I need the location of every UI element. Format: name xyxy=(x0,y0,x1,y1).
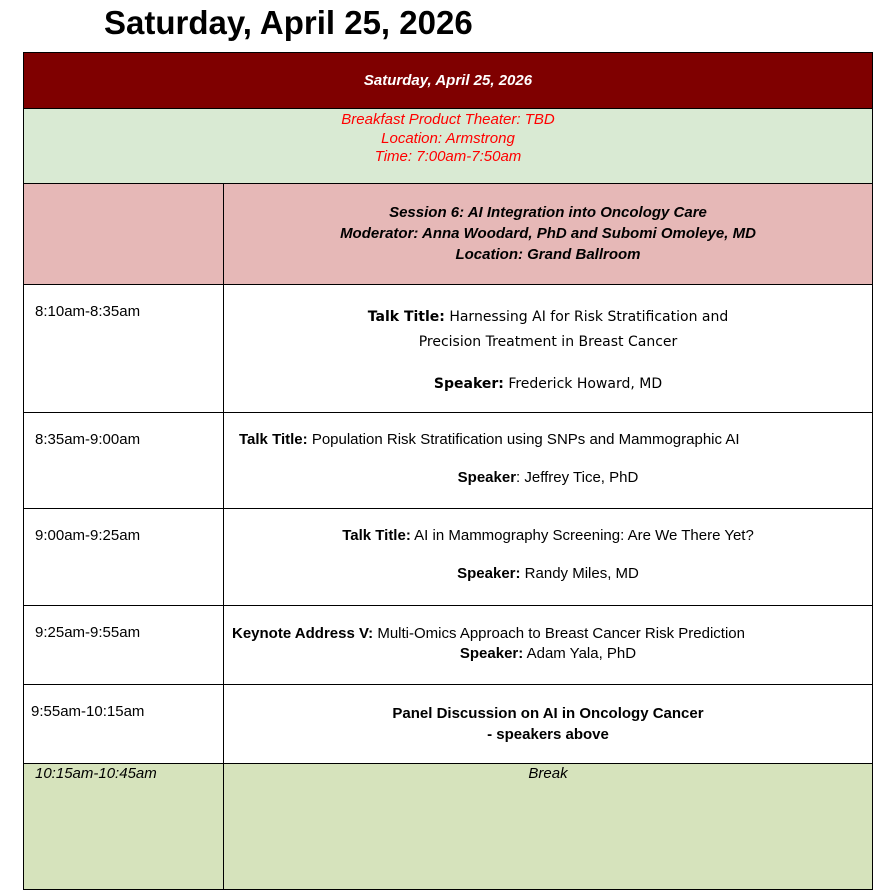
panel-info-cell xyxy=(224,685,872,763)
session-location: Location: Grand Ballroom xyxy=(455,246,641,263)
talk-info-cell xyxy=(224,413,872,508)
breakfast-cell xyxy=(24,109,872,183)
table-row xyxy=(24,412,872,508)
time-slot xyxy=(24,509,224,605)
talk-title: Population Risk Stratification using SNPs and Mammographic AI xyxy=(311,431,740,448)
talk-info-cell xyxy=(224,606,872,684)
breakfast-row xyxy=(24,108,872,183)
speaker-label: Speaker xyxy=(457,469,517,486)
time-label: 8:10am-8:35am xyxy=(35,303,141,320)
speaker-name: Randy Miles, MD xyxy=(524,565,639,582)
time-slot xyxy=(24,285,224,412)
page-title: Saturday, April 25, 2026 xyxy=(104,4,473,41)
session-title: Session 6: AI Integration into Oncology Care xyxy=(389,204,707,221)
talk-title: Harnessing AI for Risk Stratification and xyxy=(449,309,729,325)
speaker-name: Frederick Howard, MD xyxy=(508,376,663,392)
time-slot xyxy=(24,413,224,508)
speaker-name: Adam Yala, PhD xyxy=(526,645,637,662)
session-time-cell xyxy=(24,184,224,284)
talk-title-label: Talk Title: xyxy=(342,527,411,544)
time-slot xyxy=(24,764,224,889)
table-row xyxy=(24,605,872,684)
time-label: 10:15am-10:45am xyxy=(35,765,157,782)
talk-speaker-line xyxy=(224,644,872,664)
speaker-label: Speaker: xyxy=(433,376,504,392)
talk-info-cell xyxy=(224,509,872,605)
time-label: 9:55am-10:15am xyxy=(31,703,145,720)
talk-speaker-line xyxy=(224,565,872,582)
panel-title: Panel Discussion on AI in Oncology Cancer xyxy=(392,705,704,722)
speaker-name: : Jeffrey Tice, PhD xyxy=(516,469,639,486)
speaker-label: Speaker: xyxy=(459,645,524,662)
break-cell xyxy=(224,764,872,889)
breakfast-location: Location: Armstrong xyxy=(381,129,515,147)
talk-title-line xyxy=(224,624,872,644)
talk-speaker-line xyxy=(224,469,872,486)
talk-title: Multi-Omics Approach to Breast Cancer Risk Prediction xyxy=(377,625,745,642)
session-row xyxy=(24,183,872,284)
talk-title-line-1 xyxy=(224,305,872,330)
talk-speaker-line xyxy=(224,372,872,397)
time-slot xyxy=(24,685,224,763)
talk-title: AI in Mammography Screening: Are We There Yet? xyxy=(414,527,754,544)
talk-title-label: Talk Title: xyxy=(367,309,445,325)
break-label: Break xyxy=(528,765,568,782)
panel-subtitle: - speakers above xyxy=(487,726,609,743)
header-row xyxy=(24,53,872,108)
time-label: 9:25am-9:55am xyxy=(35,624,141,641)
time-slot xyxy=(24,606,224,684)
keynote-label: Keynote Address V: xyxy=(232,625,374,642)
session-moderator: Moderator: Anna Woodard, PhD and Subomi Omoleye, MD xyxy=(340,225,756,242)
breakfast-time: Time: 7:00am-7:50am xyxy=(374,148,522,165)
time-label: 8:35am-9:00am xyxy=(35,431,141,448)
talk-title-label: Talk Title: xyxy=(239,431,308,448)
session-info-cell xyxy=(224,184,872,284)
break-row xyxy=(24,763,872,889)
table-row xyxy=(24,284,872,412)
table-row xyxy=(24,508,872,605)
table-row xyxy=(24,684,872,763)
talk-title-line xyxy=(224,431,872,448)
speaker-label: Speaker: xyxy=(457,565,521,582)
time-label: 9:00am-9:25am xyxy=(35,527,141,544)
talk-info-cell xyxy=(224,285,872,412)
breakfast-title: Breakfast Product Theater: TBD xyxy=(341,111,555,128)
talk-title-line xyxy=(224,527,872,544)
schedule-table xyxy=(23,52,873,890)
header-date: Saturday, April 25, 2026 xyxy=(363,72,533,89)
talk-title-line-2: Precision Treatment in Breast Cancer xyxy=(418,334,678,350)
